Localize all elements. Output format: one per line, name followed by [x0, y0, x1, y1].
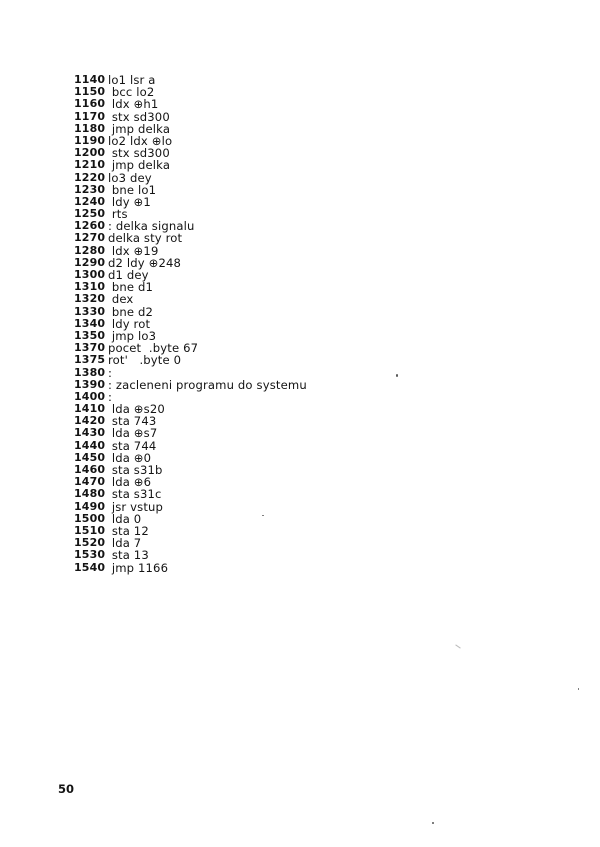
code-statement: jmp delka [108, 158, 171, 173]
line-number: 1300 [74, 268, 106, 281]
code-statement: : [108, 365, 113, 380]
scan-speck [396, 374, 398, 377]
code-line [74, 501, 307, 513]
code-statement: ldx ⊕19 [108, 243, 159, 258]
code-line [74, 427, 307, 439]
code-line [74, 367, 307, 379]
code-statement: sta 743 [108, 414, 157, 429]
line-number: 1200 [74, 146, 106, 160]
scan-speck [455, 644, 460, 648]
code-statement: lda ⊕6 [108, 475, 152, 490]
code-statement: bne lo1 [108, 182, 157, 197]
code-statement: jmp 1166 [108, 560, 169, 575]
line-number: 1530 [74, 548, 106, 562]
code-line [74, 549, 307, 561]
code-statement: jmp lo3 [108, 328, 157, 343]
line-number: 1420 [74, 414, 106, 428]
code-statement: sta 744 [108, 438, 157, 453]
code-statement: lo2 ldx ⊕lo [108, 133, 173, 148]
line-number: 1490 [74, 499, 106, 513]
scan-speck [432, 822, 434, 824]
line-number: 1250 [74, 207, 106, 221]
line-number: 1410 [74, 402, 106, 416]
code-statement: dex [108, 292, 134, 307]
line-number: 1270 [74, 231, 106, 245]
code-line [74, 159, 307, 171]
code-statement: : zacleneni programu do systemu [108, 377, 307, 392]
code-statement: jsr vstup [108, 499, 164, 514]
page-number: 50 [58, 782, 75, 796]
code-line [74, 98, 307, 110]
line-number: 1375 [74, 353, 106, 367]
line-number: 1430 [74, 426, 106, 440]
code-statement: sta 13 [108, 548, 149, 563]
code-statement: : delka signalu [108, 219, 195, 234]
program-listing [74, 74, 307, 574]
code-statement: rot' .byte 0 [108, 353, 182, 368]
code-statement: sta s31b [108, 463, 163, 477]
code-line [74, 111, 307, 123]
line-number: 1540 [74, 560, 106, 574]
line-number: 1260 [74, 219, 106, 233]
code-statement: sta s31c [108, 487, 162, 502]
line-number: 1230 [74, 182, 106, 196]
code-line [74, 293, 307, 305]
code-statement: jmp delka [108, 121, 171, 136]
code-line [74, 245, 307, 257]
line-number: 1150 [74, 85, 106, 99]
code-statement: stx sd300 [108, 146, 170, 161]
code-statement: bcc lo2 [108, 85, 155, 100]
code-statement: delka sty rot [108, 231, 183, 246]
code-line [74, 354, 307, 366]
code-statement: bne d2 [108, 304, 153, 319]
line-number: 1470 [74, 475, 106, 489]
line-number: 1370 [74, 341, 106, 355]
code-line [74, 306, 307, 318]
code-statement: ldy ⊕1 [108, 194, 151, 209]
line-number: 1500 [74, 511, 106, 525]
code-statement: ldy rot [108, 316, 151, 331]
code-line [74, 172, 307, 184]
line-number: 1400 [74, 389, 106, 403]
line-number: 1210 [74, 158, 106, 172]
code-statement: d2 ldy ⊕248 [108, 255, 182, 270]
code-statement: lda 0 [108, 511, 142, 526]
scan-speck [578, 688, 579, 690]
line-number: 1520 [74, 536, 106, 550]
line-number: 1480 [74, 487, 106, 501]
code-line [74, 232, 307, 244]
code-statement: lo3 dey [108, 170, 152, 185]
code-statement: ldx ⊕h1 [108, 97, 159, 112]
scan-speck [262, 515, 264, 516]
line-number: 1350 [74, 328, 106, 342]
code-statement: sta 12 [108, 523, 149, 538]
code-statement: lo1 lsr a [108, 73, 156, 87]
code-statement: stx sd300 [108, 109, 170, 124]
line-number: 1340 [74, 316, 106, 330]
line-number: 1450 [74, 450, 106, 464]
code-statement: bne d1 [108, 280, 153, 295]
code-statement: d1 dey [108, 268, 149, 282]
code-statement: lda ⊕s20 [108, 402, 165, 417]
line-number: 1180 [74, 121, 106, 135]
line-number: 1330 [74, 304, 106, 318]
line-number: 1290 [74, 255, 106, 269]
line-number: 1380 [74, 365, 106, 379]
code-statement: : [108, 389, 113, 404]
code-statement: lda ⊕s7 [108, 426, 158, 441]
line-number: 1240 [74, 194, 106, 208]
line-number: 1510 [74, 523, 106, 537]
code-statement: pocet .byte 67 [108, 341, 199, 356]
code-line [74, 488, 307, 500]
line-number: 1390 [74, 377, 106, 391]
code-line [74, 562, 307, 574]
line-number: 1190 [74, 133, 106, 147]
line-number: 1220 [74, 170, 106, 184]
line-number: 1460 [74, 463, 106, 476]
code-statement: lda 7 [108, 536, 142, 551]
line-number: 1310 [74, 280, 106, 294]
line-number: 1440 [74, 438, 106, 452]
code-statement: lda ⊕0 [108, 450, 152, 465]
line-number: 1320 [74, 292, 106, 306]
code-line [74, 440, 307, 452]
line-number: 1140 [74, 73, 106, 86]
line-number: 1170 [74, 109, 106, 123]
line-number: 1160 [74, 97, 106, 111]
code-statement: rts [108, 207, 128, 222]
line-number: 1280 [74, 243, 106, 257]
